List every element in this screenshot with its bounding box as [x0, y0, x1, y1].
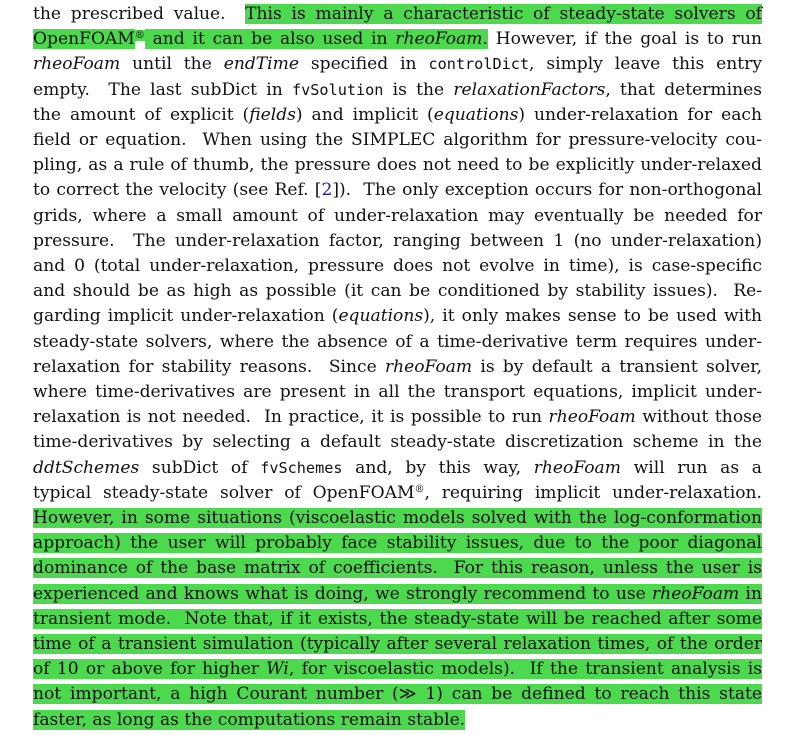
- text-line: [33, 2, 762, 27]
- text-segment: is the: [383, 79, 454, 100]
- text-segment: time-derivatives by selecting a default steady-state discretization scheme in the: [33, 432, 762, 453]
- highlighted-text: rheoFoam: [395, 29, 483, 50]
- text-segment: endTime: [223, 54, 299, 75]
- text-line: [33, 178, 762, 203]
- text-line: [33, 52, 762, 77]
- highlighted-text: Wi: [266, 659, 289, 680]
- text-line: [33, 153, 762, 178]
- text-segment: empty. The last subDict in: [33, 79, 292, 100]
- text-segment: pressure. The under-relaxation factor, ranging between 1 (no under-relaxation): [33, 230, 762, 251]
- text-line: [33, 531, 762, 556]
- highlighted-text: experienced and knows what is doing, we strongly recommend to use: [33, 583, 653, 604]
- highlighted-text: dominance of the base matrix of coefficients. For this reason, unless the user is: [33, 558, 762, 579]
- text-segment: ) and implicit (: [295, 104, 434, 125]
- text-line: [33, 229, 762, 254]
- text-line: [33, 405, 762, 430]
- text-segment: fields: [249, 104, 296, 125]
- text-segment: steady-state solvers, where the absence of a time-derivative term requires under-: [33, 331, 762, 352]
- text-segment: , simply leave this entry: [529, 54, 763, 75]
- highlighted-text: However, in some situations (viscoelastic models solved with the log-conformation: [33, 508, 762, 528]
- text-line: [33, 355, 762, 380]
- text-segment: pling, as a rule of thumb, the pressure does not need to be explicitly under-relaxed: [33, 155, 762, 176]
- text-segment: the prescribed value.: [33, 4, 246, 24]
- text-line: [33, 582, 762, 607]
- text-line: [33, 330, 762, 355]
- highlighted-text: faster, as long as the computations remain stable.: [33, 709, 466, 730]
- text-segment: rheoFoam: [33, 54, 121, 75]
- highlighted-text: and it can be also used in: [144, 29, 396, 50]
- text-line: [33, 456, 762, 481]
- text-line: [33, 481, 762, 506]
- text-segment: and 0 (total under-relaxation, pressure does not evolve in time), is case-specific: [33, 256, 762, 276]
- text-line: [33, 279, 762, 304]
- text-line: [33, 380, 762, 405]
- text-line: [33, 682, 762, 707]
- text-line: [33, 506, 762, 531]
- text-segment: grids, where a small amount of under-relaxation may eventually be needed for: [33, 205, 762, 226]
- text-segment: garding implicit under-relaxation (: [33, 306, 339, 327]
- text-segment: equations: [338, 306, 424, 327]
- text-line: [33, 430, 762, 455]
- text-line: [33, 254, 762, 279]
- text-line: [33, 304, 762, 329]
- text-line: [33, 632, 762, 657]
- text-segment: ]). The only exception occurs for non-orthogonal: [332, 180, 762, 201]
- text-line: [33, 78, 762, 103]
- text-line: [33, 103, 762, 128]
- text-segment: relaxationFactors: [453, 79, 606, 100]
- text-line: [33, 556, 762, 581]
- text-segment: ddtSchemes: [33, 457, 140, 478]
- text-segment: subDict of: [139, 457, 261, 478]
- text-segment: equations: [433, 104, 519, 125]
- text-line: [33, 204, 762, 229]
- highlighted-text: transient mode. Note that, if it exists, the steady-state will be reached after some: [33, 608, 762, 629]
- text-segment: , requiring implicit under-relaxation.: [424, 482, 762, 503]
- text-segment: is by default a transient solver,: [472, 356, 763, 377]
- code-term: controlDict: [428, 55, 530, 74]
- text-line: [33, 708, 762, 733]
- highlighted-text: OpenFOAM: [33, 29, 135, 50]
- text-line: [33, 607, 762, 632]
- text-segment: will run as a: [620, 457, 762, 478]
- text-segment: rheoFoam: [533, 457, 621, 478]
- text-segment: typical steady-state solver of OpenFOAM: [33, 482, 415, 503]
- highlighted-text: .: [482, 29, 488, 50]
- text-segment: until the: [120, 54, 224, 75]
- highlighted-text: in: [739, 583, 762, 604]
- code-term: fvSchemes: [260, 458, 343, 477]
- text-segment: specified in: [298, 54, 429, 75]
- text-line: [33, 657, 762, 682]
- text-segment: , that determines: [605, 79, 762, 100]
- text-segment: to correct the velocity (see Ref. [: [33, 180, 322, 201]
- text-segment: where time-derivatives are present in all the transport equations, implicit under-: [33, 382, 762, 402]
- text-segment: rheoFoam: [548, 407, 636, 428]
- text-line: [33, 128, 762, 153]
- highlighted-text: not important, a high Courant number (≫ 1) can be defined to reach this state: [33, 684, 762, 705]
- highlighted-text: This is mainly a characteristic of steady-state solvers of: [245, 4, 762, 24]
- code-term: fvSolution: [292, 80, 384, 99]
- text-segment: relaxation is not needed. In practice, it is possible to run: [33, 407, 549, 428]
- text-segment: ) under-relaxation for each: [518, 104, 763, 125]
- text-segment: and, by this way,: [342, 457, 534, 478]
- highlighted-text: time of a transient simulation (typically after several relaxation times, of the order: [33, 634, 762, 654]
- text-line: [33, 27, 762, 52]
- registered-mark: ®: [414, 483, 425, 495]
- text-segment: However, if the goal is to run: [487, 29, 762, 50]
- text-segment: rheoFoam: [384, 356, 473, 377]
- reference-link[interactable]: 2: [321, 180, 333, 201]
- highlighted-text: rheoFoam: [652, 583, 740, 604]
- text-segment: field or equation. When using the SIMPLEC algorithm for pressure-velocity cou-: [33, 130, 762, 150]
- text-segment: relaxation for stability reasons. Since: [33, 356, 385, 377]
- highlighted-text: approach) the user will probably face stability issues, due to the poor diagonal: [33, 533, 762, 554]
- text-segment: the amount of explicit (: [33, 104, 250, 125]
- text-segment: without those: [635, 407, 762, 428]
- text-segment: ), it only makes sense to be used with: [423, 306, 762, 327]
- registered-mark: ®: [134, 30, 145, 42]
- highlighted-text: of 10 or above for higher: [33, 659, 267, 680]
- text-segment: and should be as high as possible (it can be conditioned by stability issues). Re-: [33, 281, 762, 302]
- highlighted-text: , for viscoelastic models). If the transient analysis is: [288, 659, 762, 680]
